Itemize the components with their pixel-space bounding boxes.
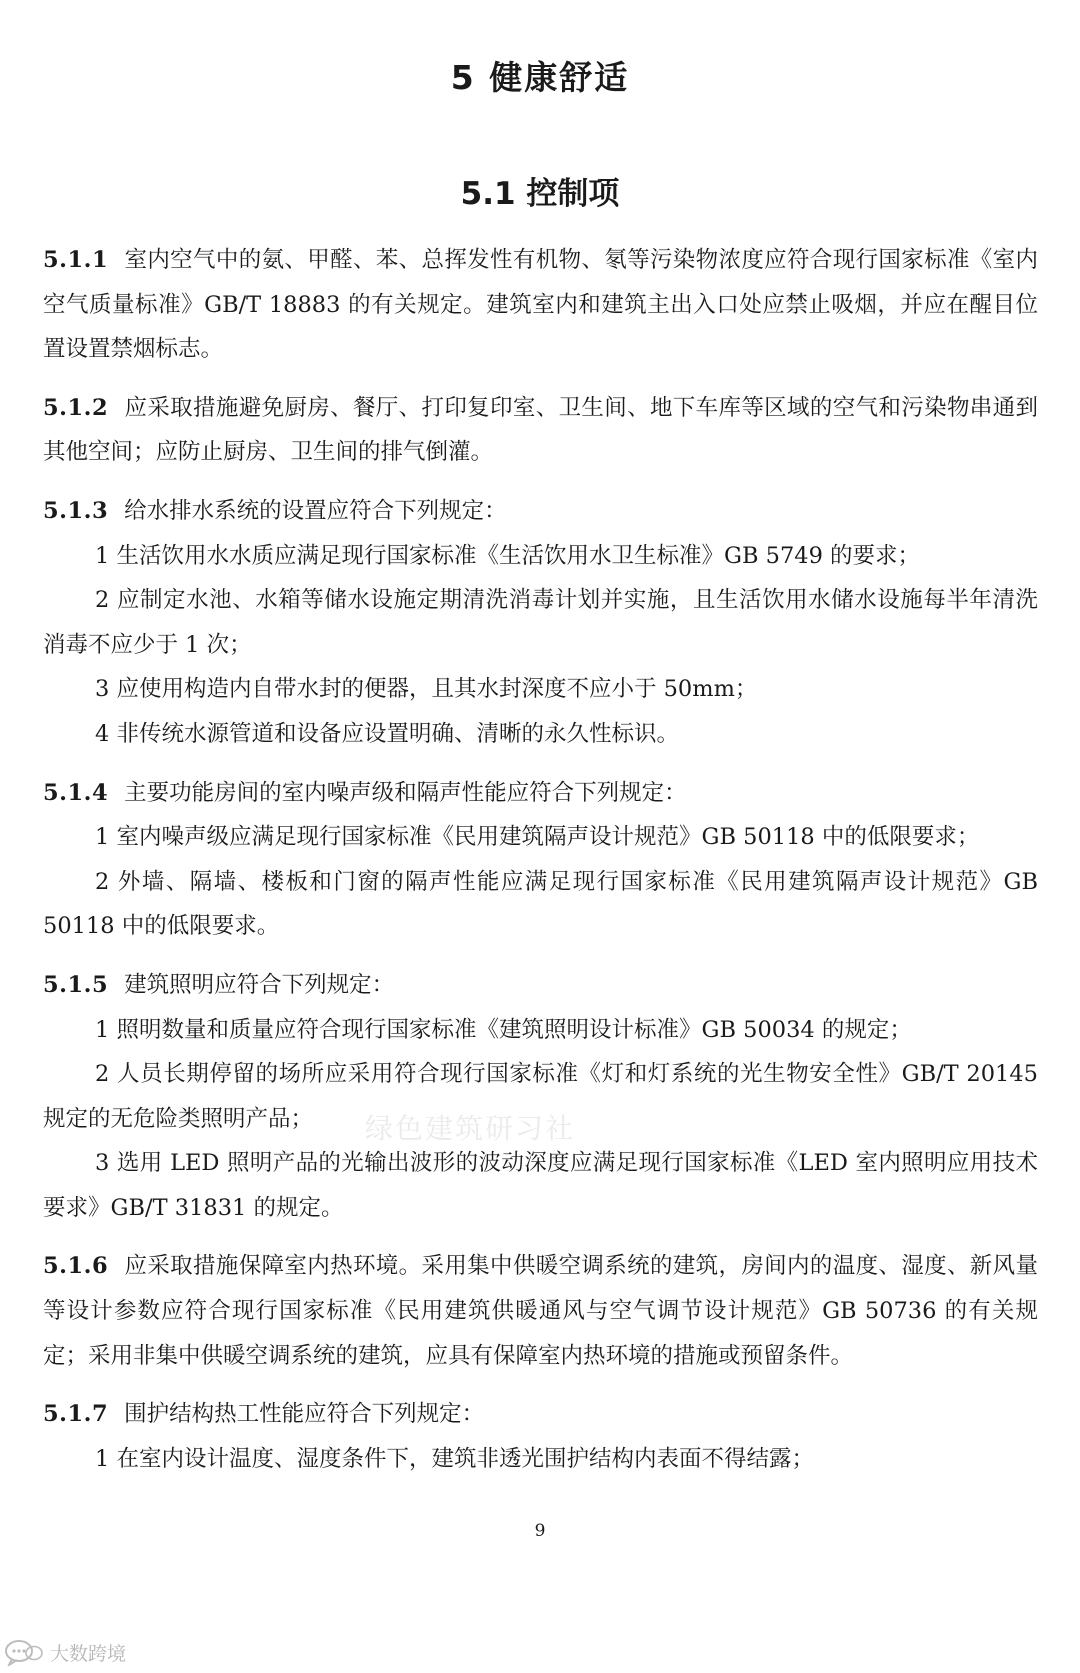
clause-number: 5.1.3 (43, 497, 109, 524)
chapter-title: 5 健康舒适 (450, 58, 630, 97)
clause-item: 3 选用 LED 照明产品的光输出波形的波动深度应满足现行国家标准《LED 室内照明应用技术要求》GB/T 31831 的规定。 (43, 1150, 1038, 1221)
clause-text: 建筑照明应符合下列规定： (124, 971, 395, 998)
clause-item: 4 非传统水源管道和设备应设置明确、清晰的永久性标识。 (95, 720, 679, 747)
clause-5-1-7 (43, 1392, 1038, 1481)
clause-text: 给水排水系统的设置应符合下列规定： (124, 497, 507, 524)
clause-paragraph (43, 1244, 1038, 1378)
page-number: 9 (534, 1521, 546, 1541)
clause-text: 室内空气中的氨、甲醛、苯、总挥发性有机物、氡等污染物浓度应符合现行国家标准《室内空气质量标准》GB/T 18883 的有关规定。建筑室内和建筑主出入口处应禁止吸烟，并应在醒目位置设置禁烟标志。 (43, 247, 1038, 363)
clause-number: 5.1.2 (43, 394, 109, 421)
clause-number: 5.1.7 (43, 1401, 109, 1428)
clause-paragraph (43, 386, 1038, 475)
clause-5-1-2 (43, 386, 1038, 475)
clause-paragraph (43, 963, 1038, 1008)
clause-number: 5.1.6 (43, 1253, 109, 1280)
clause-paragraph (43, 489, 1038, 534)
clause-5-1-6 (43, 1244, 1038, 1378)
clause-item: 2 应制定水池、水箱等储水设施定期清洗消毒计划并实施，且生活饮用水储水设施每半年清洗消毒不应少于 1 次； (43, 587, 1038, 658)
clause-paragraph (43, 238, 1038, 372)
clause-item: 1 在室内设计温度、湿度条件下，建筑非透光围护结构内表面不得结露； (95, 1445, 814, 1472)
clause-number: 5.1.5 (43, 971, 109, 998)
clause-5-1-5 (43, 963, 1038, 1231)
clause-text: 主要功能房间的室内噪声级和隔声性能应符合下列规定： (124, 779, 687, 806)
clause-5-1-3 (43, 489, 1038, 757)
center-watermark: 绿色建筑研习社 (365, 1112, 576, 1145)
clause-5-1-1 (43, 238, 1038, 372)
clause-item: 2 外墙、隔墙、楼板和门窗的隔声性能应满足现行国家标准《民用建筑隔声设计规范》GB 50118 中的低限要求。 (43, 868, 1038, 940)
corner-watermark-text: 大数跨境 (50, 1642, 127, 1665)
clause-text: 围护结构热工性能应符合下列规定： (124, 1401, 485, 1428)
chat-bubble-logo-icon (4, 1638, 44, 1666)
clause-item: 1 室内噪声级应满足现行国家标准《民用建筑隔声设计规范》GB 50118 中的低限要求； (95, 824, 980, 851)
clause-number: 5.1.4 (43, 779, 109, 806)
section-title: 5.1 控制项 (460, 176, 620, 212)
clause-paragraph (43, 771, 1038, 816)
clause-item: 1 生活饮用水水质应满足现行国家标准《生活饮用水卫生标准》GB 5749 的要求； (95, 542, 921, 569)
clause-text: 应采取措施避免厨房、餐厅、打印复印室、卫生间、地下车库等区域的空气和污染物串通到其他空间；应防止厨房、卫生间的排气倒灌。 (43, 394, 1038, 466)
clause-item: 2 人员长期停留的场所应采用符合现行国家标准《灯和灯系统的光生物安全性》GB/T 20145 规定的无危险类照明产品； (43, 1061, 1038, 1132)
clause-list (43, 238, 1038, 1495)
clause-paragraph (43, 1392, 1038, 1437)
clause-text: 应采取措施保障室内热环境。采用集中供暖空调系统的建筑，房间内的温度、湿度、新风量等设计参数应符合现行国家标准《民用建筑供暖通风与空气调节设计规范》GB 50736 的有关规定；采用非集中供暖空调系统的建筑，应具有保障室内热环境的措施或预留条件。 (43, 1253, 1038, 1369)
clause-5-1-4 (43, 771, 1038, 949)
corner-watermark (4, 1636, 126, 1668)
clause-item: 3 应使用构造内自带水封的便器，且其水封深度不应小于 50mm； (95, 676, 758, 703)
clause-number: 5.1.1 (43, 247, 109, 273)
clause-item: 1 照明数量和质量应符合现行国家标准《建筑照明设计标准》GB 50034 的规定； (95, 1016, 912, 1043)
